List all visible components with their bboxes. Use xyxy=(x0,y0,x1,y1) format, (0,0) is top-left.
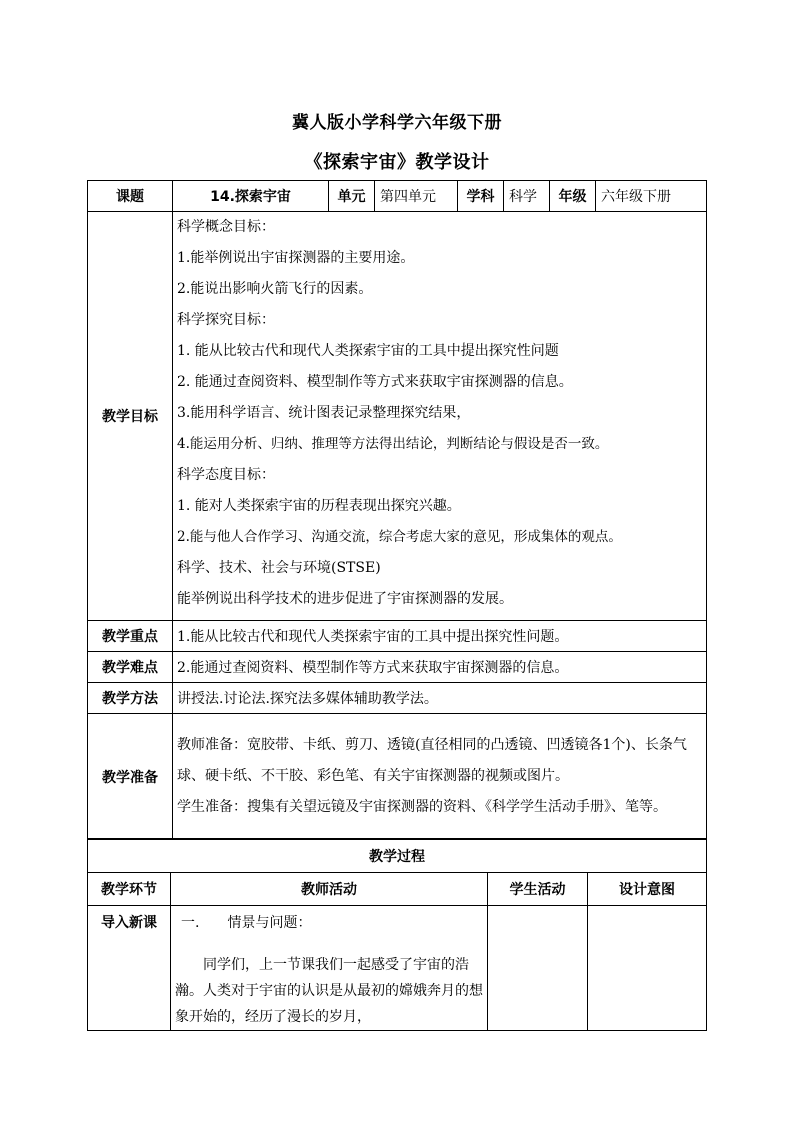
intro-heading: 一. 情景与问题： xyxy=(181,915,312,931)
method-label: 教学方法 xyxy=(88,683,173,714)
goal-line: 能举例说出科学技术的进步促进了宇宙探测器的发展。 xyxy=(177,591,513,607)
process-row xyxy=(88,906,707,1031)
difficulty-label: 教学难点 xyxy=(88,652,173,683)
unit-value: 第四单元 xyxy=(375,181,458,212)
col-teacher: 教师活动 xyxy=(171,873,488,906)
subject-label: 学科 xyxy=(458,181,504,212)
goal-line: 科学态度目标： xyxy=(177,467,275,483)
goal-line: 2.能与他人合作学习、沟通交流，综合考虑大家的意见，形成集体的观点。 xyxy=(177,529,622,545)
student-prep: 学生准备：搜集有关望远镜及宇宙探测器的资料、《科学学生活动手册》、笔等。 xyxy=(177,799,667,815)
difficulty-value: 2.能通过查阅资料、模型制作等方式来获取宇宙探测器的信息。 xyxy=(173,652,707,683)
intro-teacher-activity xyxy=(171,906,488,1031)
goal-line: 科学探究目标： xyxy=(177,312,275,328)
col-stage: 教学环节 xyxy=(88,873,171,906)
key-point-label: 教学重点 xyxy=(88,621,173,652)
goal-line: 科学概念目标： xyxy=(177,219,275,235)
col-student: 学生活动 xyxy=(488,873,588,906)
process-title: 教学过程 xyxy=(88,839,707,873)
topic-label: 课题 xyxy=(88,181,173,212)
goal-line: 1. 能从比较古代和现代人类探索宇宙的工具中提出探究性问题 xyxy=(177,343,559,359)
difficulty-row xyxy=(88,652,707,683)
header-row xyxy=(88,181,707,212)
method-row xyxy=(88,683,707,714)
process-header-row xyxy=(88,873,707,906)
process-title-row xyxy=(88,839,707,873)
goal-line: 2.能说出影响火箭飞行的因素。 xyxy=(177,281,373,297)
goal-line: 科学、技术、社会与环境(STSE) xyxy=(177,560,381,576)
prep-row xyxy=(88,714,707,840)
intro-stage: 导入新课 xyxy=(88,906,171,1031)
goal-line: 1.能举例说出宇宙探测器的主要用途。 xyxy=(177,250,415,266)
col-intent: 设计意图 xyxy=(588,873,707,906)
subject-value: 科学 xyxy=(504,181,550,212)
goals-label: 教学目标 xyxy=(88,212,173,621)
intro-text: 同学们，上一节课我们一起感受了宇宙的浩瀚。人类对于宇宙的认识是从最初的嫦娥奔月的想象开始的，经历了漫长的岁月， xyxy=(175,957,483,1025)
lesson-info-table xyxy=(87,180,707,840)
grade-value: 六年级下册 xyxy=(596,181,707,212)
unit-label: 单元 xyxy=(329,181,375,212)
intro-student-activity xyxy=(488,906,588,1031)
goal-line: 2. 能通过查阅资料、模型制作等方式来获取宇宙探测器的信息。 xyxy=(177,374,573,390)
grade-label: 年级 xyxy=(550,181,596,212)
goals-row xyxy=(88,212,707,621)
teacher-prep: 教师准备：宽胶带、卡纸、剪刀、透镜(直径相同的凸透镜、凹透镜各1个)、长条气球、硬卡纸、不干胶、彩色笔、有关宇宙探测器的视频或图片。 xyxy=(177,737,687,784)
prep-content xyxy=(173,714,707,840)
goal-line: 3.能用科学语言、统计图表记录整理探究结果， xyxy=(177,405,471,421)
prep-label: 教学准备 xyxy=(88,714,173,840)
key-point-row xyxy=(88,621,707,652)
key-point-value: 1.能从比较古代和现代人类探索宇宙的工具中提出探究性问题。 xyxy=(173,621,707,652)
method-value: 讲授法.讨论法.探究法多媒体辅助教学法。 xyxy=(173,683,707,714)
goals-content xyxy=(173,212,707,621)
document-title: 冀人版小学科学六年级下册 xyxy=(292,113,502,133)
topic-value: 14.探索宇宙 xyxy=(173,181,329,212)
intro-intent xyxy=(588,906,707,1031)
goal-line: 4.能运用分析、归纳、推理等方法得出结论，判断结论与假设是否一致。 xyxy=(177,436,609,452)
process-table xyxy=(87,838,707,1031)
document-subtitle: 《探索宇宙》教学设计 xyxy=(304,152,490,173)
goal-line: 1. 能对人类探索宇宙的历程表现出探究兴趣。 xyxy=(177,498,461,514)
